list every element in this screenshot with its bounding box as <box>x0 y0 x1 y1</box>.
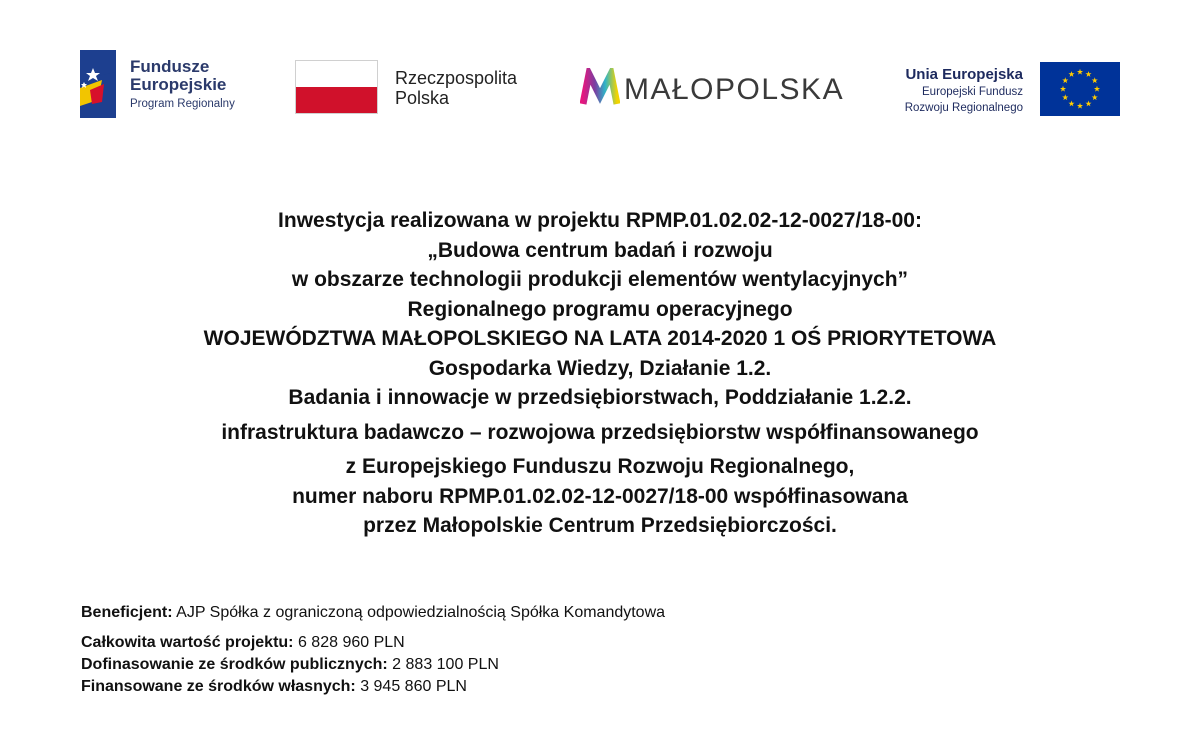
description-line-3: w obszarze technologii produkcji elementów wentylacyjnych” <box>291 268 909 291</box>
project-details <box>81 602 665 698</box>
beneficjent-row <box>81 602 665 624</box>
description-line-9: z Europejskiego Funduszu Rozwoju Regionalnego, <box>345 455 855 478</box>
eu-flag-icon <box>1040 62 1120 116</box>
malopolska-logo <box>580 66 855 112</box>
fundusze-line3: Program Regionalny <box>130 98 235 110</box>
logo-bar <box>0 0 1200 140</box>
wlasne-row <box>81 676 665 698</box>
unia-line1: Unia Europejska <box>905 66 1023 83</box>
wlasne-value: 3 945 860 PLN <box>360 678 467 695</box>
description-line-8: infrastruktura badawczo – rozwojowa przedsiębiorstw współfinansowanego <box>221 420 979 444</box>
fundusze-line2: Europejskie <box>130 75 227 94</box>
description-line-2: „Budowa centrum badań i rozwoju <box>427 238 773 262</box>
wartosc-row <box>81 632 665 654</box>
fundusze-line1: Fundusze <box>130 57 210 76</box>
project-description <box>0 206 1200 541</box>
malopolska-name: MAŁOPOLSKA <box>624 73 845 106</box>
dofinansowanie-value: 2 883 100 PLN <box>392 656 499 673</box>
description-line-5: WOJEWÓDZTWA MAŁOPOLSKIEGO NA LATA 2014-2020 1 OŚ PRIORYTETOWA <box>203 327 997 350</box>
description-line-1: Inwestycja realizowana w projektu RPMP.01.02.02-12-0027/18-00: <box>278 209 922 232</box>
beneficjent-value: AJP Spółka z ograniczoną odpowiedzialnością Spółka Komandytowa <box>176 604 666 621</box>
unia-europejska-logo <box>875 62 1125 122</box>
wartosc-value: 6 828 960 PLN <box>297 634 405 651</box>
description-line-6: Gospodarka Wiedzy, Działanie 1.2. <box>428 356 772 380</box>
unia-line3: Rozwoju Regionalnego <box>904 102 1023 114</box>
beneficjent-label: Beneficjent: <box>81 604 173 621</box>
description-line-4: Regionalnego programu operacyjnego <box>407 297 793 321</box>
malopolska-m-icon <box>580 68 620 108</box>
wartosc-label: Całkowita wartość projektu: <box>81 634 294 651</box>
rzeczpospolita-polska-logo <box>295 60 540 120</box>
fundusze-europejskie-logo <box>80 50 280 120</box>
wlasne-label: Finansowane ze środków własnych: <box>81 678 356 695</box>
polska-line1: Rzeczpospolita <box>395 68 518 88</box>
polish-flag-icon <box>295 60 378 114</box>
fundusze-europejskie-emblem-icon <box>80 50 120 120</box>
description-line-10: numer naboru RPMP.01.02.02-12-0027/18-00 współfinasowana <box>292 484 908 508</box>
description-line-11: przez Małopolskie Centrum Przedsiębiorczości. <box>363 514 837 537</box>
unia-line2: Europejski Fundusz <box>922 86 1023 98</box>
description-line-7: Badania i innowacje w przedsiębiorstwach, Poddziałanie 1.2.2. <box>288 386 912 409</box>
dofinansowanie-label: Dofinasowanie ze środków publicznych: <box>81 656 388 673</box>
polska-line2: Polska <box>395 88 450 108</box>
dofinansowanie-row <box>81 654 665 676</box>
